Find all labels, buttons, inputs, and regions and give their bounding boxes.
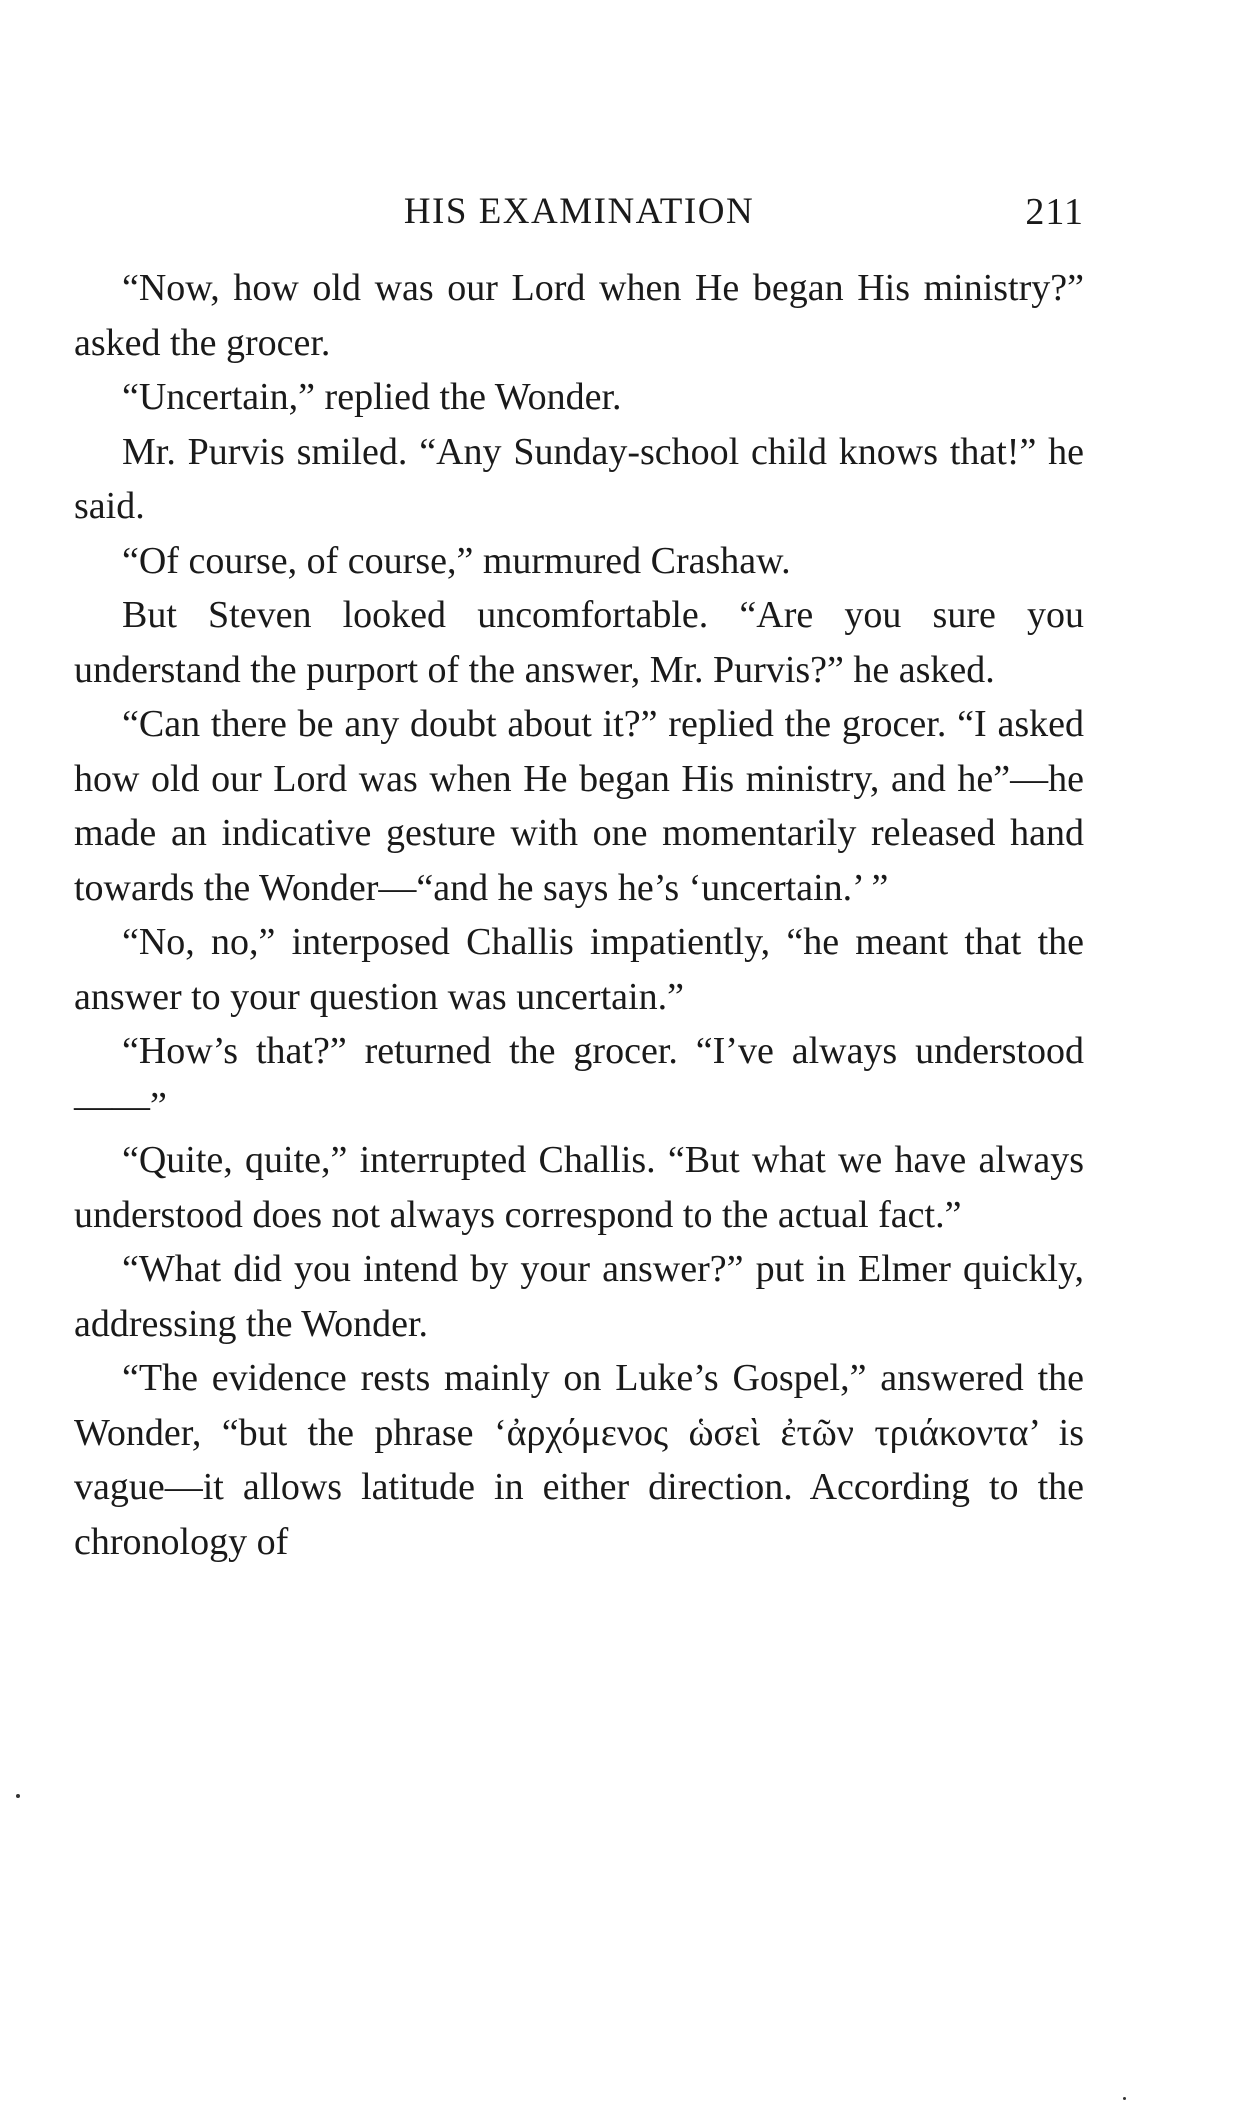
paragraph: “What did you intend by your answer?” put in Elmer quickly, addressing the Wonder. [74, 1248, 1084, 1345]
paragraph: Mr. Purvis smiled. “Any Sunday-school child knows that!” he said. [74, 430, 1084, 527]
paragraph: “Uncertain,” replied the Wonder. [122, 376, 622, 418]
scan-speck [1123, 2097, 1126, 2100]
page-number: 211 [1025, 191, 1084, 233]
paragraph: “Now, how old was our Lord when He began His ministry?” asked the grocer. [74, 267, 1084, 364]
body-text [74, 261, 1084, 1569]
paragraph: “How’s that?” returned the grocer. “I’ve always understood——” [74, 1030, 1084, 1127]
paragraph: “No, no,” interposed Challis impatiently, “he meant that the answer to your question was uncertain.” [74, 921, 1084, 1018]
paragraph: “Quite, quite,” interrupted Challis. “But what we have always understood does not always correspond to the actual fact.” [74, 1139, 1084, 1236]
scan-speck [16, 1794, 20, 1798]
running-head [74, 182, 1084, 242]
chapter-heading: HIS EXAMINATION [403, 191, 755, 232]
paragraph: “The evidence rests mainly on Luke’s Gospel,” answered the Wonder, “but the phrase ‘ἀρχόμενος ὡσεὶ ἐτῶν τριάκοντα’ is vague—it allows latitude in either direction. According to the chronology of [74, 1357, 1084, 1563]
paragraph: “Can there be any doubt about it?” replied the grocer. “I asked how old our Lord was when He began His ministry, and he”—he made an indicative gesture with one momentarily released hand towards the Wonder—“and he says he’s ‘uncertain.’ ” [74, 703, 1084, 909]
paragraph: But Steven looked uncomfortable. “Are you sure you understand the purport of the answer, Mr. Purvis?” he asked. [74, 594, 1084, 691]
paragraph: “Of course, of course,” murmured Crashaw. [122, 539, 791, 582]
